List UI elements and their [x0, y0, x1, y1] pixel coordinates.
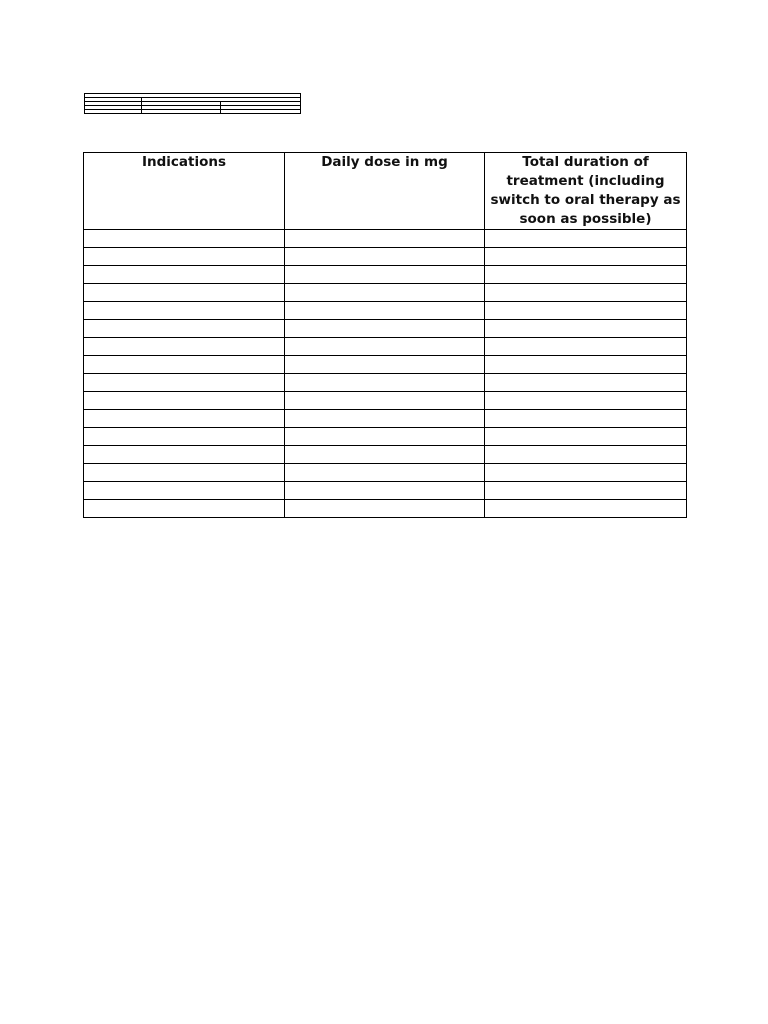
- table-row: [84, 500, 687, 518]
- column-header-total-duration: Total duration of treatment (including switch to oral therapy as soon as possible): [485, 153, 687, 230]
- table-row: [84, 230, 687, 248]
- duration-cell: [485, 356, 687, 374]
- duration-cell: [485, 392, 687, 410]
- indication-cell: [84, 428, 285, 446]
- duration-cell: [485, 446, 687, 464]
- table-row: [84, 446, 687, 464]
- indication-cell: [84, 392, 285, 410]
- table-row: [84, 428, 687, 446]
- daily-dose-cell: [285, 464, 485, 482]
- table-row: [84, 392, 687, 410]
- table-row: [84, 284, 687, 302]
- daily-dose-cell: [285, 356, 485, 374]
- table-row: [84, 302, 687, 320]
- duration-cell: [485, 464, 687, 482]
- duration-cell: [485, 266, 687, 284]
- daily-dose-cell: [285, 500, 485, 518]
- daily-dose-cell: [285, 320, 485, 338]
- mini-table-row-label: [85, 110, 142, 114]
- duration-cell: [485, 302, 687, 320]
- duration-cell: [485, 230, 687, 248]
- daily-dose-cell: [285, 338, 485, 356]
- indications-table-body: [84, 230, 687, 518]
- duration-cell: [485, 284, 687, 302]
- duration-cell: [485, 248, 687, 266]
- indication-cell: [84, 320, 285, 338]
- column-header-indications: Indications: [84, 153, 285, 230]
- indications-table: [83, 152, 687, 518]
- duration-cell: [485, 320, 687, 338]
- duration-cell: [485, 428, 687, 446]
- indication-cell: [84, 464, 285, 482]
- daily-dose-cell: [285, 248, 485, 266]
- table-row: [84, 338, 687, 356]
- indication-cell: [84, 338, 285, 356]
- table-row: [84, 356, 687, 374]
- indication-cell: [84, 410, 285, 428]
- duration-cell: [485, 500, 687, 518]
- duration-cell: [485, 374, 687, 392]
- indication-cell: [84, 446, 285, 464]
- table-row: [84, 374, 687, 392]
- daily-dose-cell: [285, 374, 485, 392]
- table-row: [84, 248, 687, 266]
- indication-cell: [84, 500, 285, 518]
- table-row: [84, 266, 687, 284]
- table-row: [84, 482, 687, 500]
- mini-table-cell: [142, 110, 221, 114]
- column-header-daily-dose: Daily dose in mg: [285, 153, 485, 230]
- daily-dose-cell: [285, 446, 485, 464]
- duration-cell: [485, 482, 687, 500]
- daily-dose-cell: [285, 284, 485, 302]
- table-row: [84, 410, 687, 428]
- daily-dose-cell: [285, 410, 485, 428]
- daily-dose-cell: [285, 302, 485, 320]
- daily-dose-cell: [285, 428, 485, 446]
- indication-cell: [84, 284, 285, 302]
- table-row: [84, 320, 687, 338]
- daily-dose-cell: [285, 266, 485, 284]
- daily-dose-cell: [285, 392, 485, 410]
- mini-table-cell: [221, 110, 301, 114]
- daily-dose-cell: [285, 482, 485, 500]
- duration-cell: [485, 410, 687, 428]
- indication-cell: [84, 356, 285, 374]
- summary-mini-table: [84, 93, 301, 114]
- daily-dose-cell: [285, 230, 485, 248]
- table-row: [84, 464, 687, 482]
- indication-cell: [84, 248, 285, 266]
- indication-cell: [84, 482, 285, 500]
- duration-cell: [485, 338, 687, 356]
- indication-cell: [84, 374, 285, 392]
- indication-cell: [84, 230, 285, 248]
- indications-table-header-row: [84, 153, 687, 230]
- indication-cell: [84, 266, 285, 284]
- mini-table-row: [85, 110, 301, 114]
- indication-cell: [84, 302, 285, 320]
